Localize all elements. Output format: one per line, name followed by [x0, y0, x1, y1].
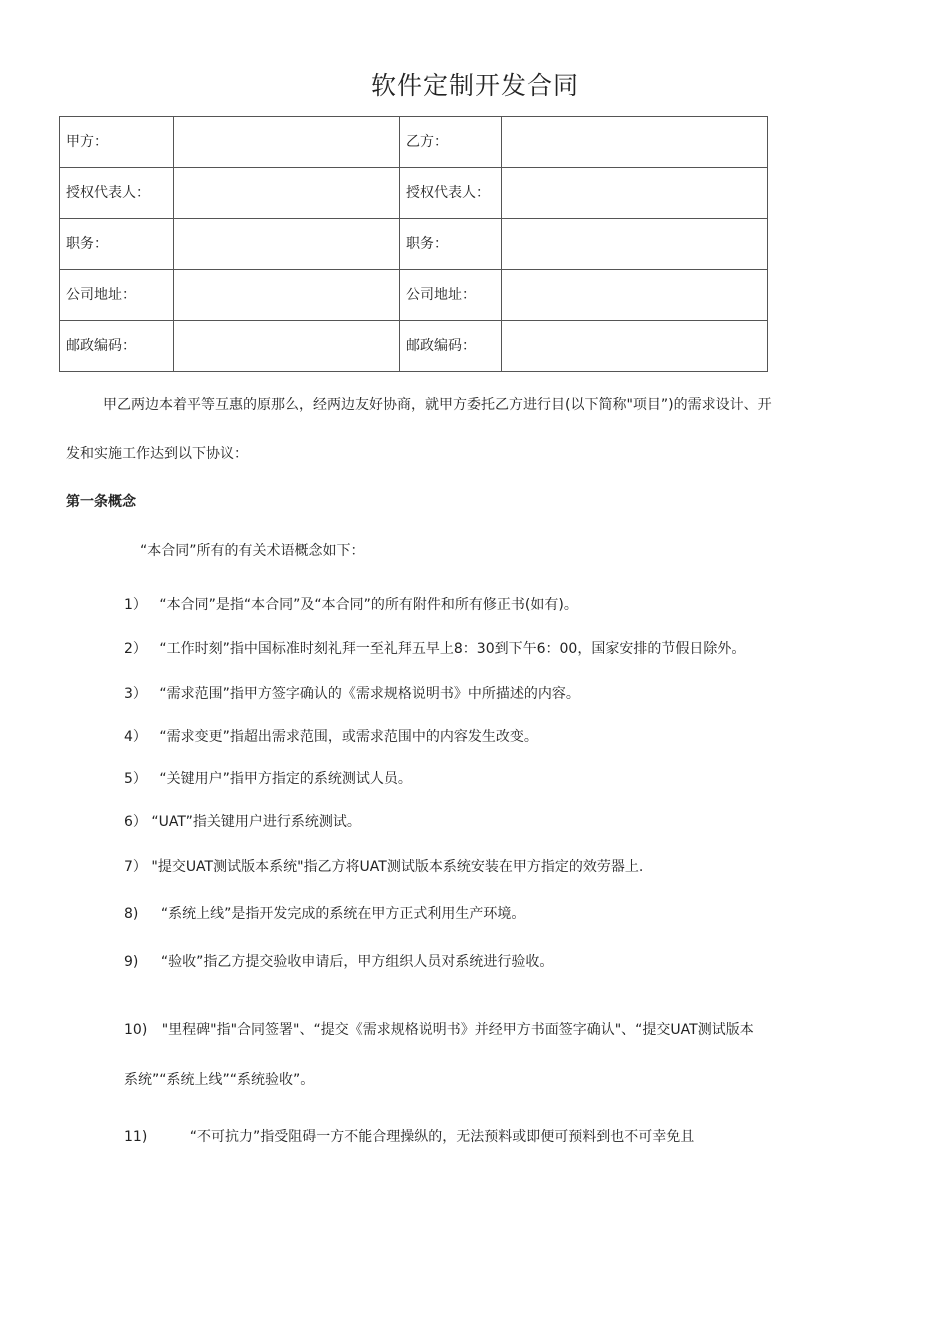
section-lead: “本合同”所有的有关术语概念如下：	[140, 543, 365, 559]
item-number: 4）	[124, 729, 147, 745]
party-info-table	[59, 116, 768, 372]
item-text: "里程碑"指"合同签署"、“提交《需求规格说明书》并经甲方书面签字确认"、“提交UAT测试版本	[161, 1022, 754, 1038]
item-text: “本合同”是指“本合同”及“本合同”的所有附件和所有修正书(如有)。	[159, 597, 578, 613]
item-text: “需求变更”指超出需求范围，或需求范围中的内容发生改变。	[159, 729, 538, 745]
item-text: “关键用户”指甲方指定的系统测试人员。	[159, 771, 412, 787]
item-text: “系统上线”是指开发完成的系统在甲方正式利用生产环境。	[160, 906, 526, 922]
list-item	[124, 726, 538, 746]
party-a-position-value-cell[interactable]	[174, 219, 400, 270]
item-text: "提交UAT测试版本系统"指乙方将UAT测试版本系统安装在甲方指定的效劳器上.	[151, 859, 644, 875]
list-item-continuation: 系统”“系统上线”“系统验收”。	[124, 1072, 315, 1088]
party-a-rep-value-cell[interactable]	[174, 168, 400, 219]
item-number: 5）	[124, 771, 147, 787]
party-b-value-cell[interactable]	[502, 117, 768, 168]
party-b-rep-label: 授权代表人：	[400, 168, 502, 219]
party-a-postcode-value-cell[interactable]	[174, 321, 400, 372]
item-number: 6）	[124, 814, 147, 830]
party-b-postcode-value-cell[interactable]	[502, 321, 768, 372]
party-a-position-label: 职务：	[60, 219, 174, 270]
item-number: 7）	[124, 859, 147, 875]
party-b-position-value-cell[interactable]	[502, 219, 768, 270]
section-heading: 第一条概念	[66, 494, 136, 510]
party-a-postcode-label: 邮政编码：	[60, 321, 174, 372]
party-b-rep-value-cell[interactable]	[502, 168, 768, 219]
party-a-label: 甲方：	[60, 117, 174, 168]
table-row	[60, 168, 768, 219]
party-a-address-value-cell[interactable]	[174, 270, 400, 321]
intro-line-1: 甲乙两边本着平等互惠的原那么，经两边友好协商，就甲方委托乙方进行目(以下简称"项目”)的需求设计、开	[103, 397, 772, 413]
intro-line-2: 发和实施工作达到以下协议：	[66, 446, 248, 462]
list-item	[124, 951, 553, 971]
list-item	[124, 811, 361, 831]
item-number: 9)	[124, 954, 139, 970]
party-b-label: 乙方：	[400, 117, 502, 168]
item-text: “验收”指乙方提交验收申请后，甲方组织人员对系统进行验收。	[160, 954, 554, 970]
list-item	[124, 638, 745, 658]
item-number: 11)	[124, 1129, 148, 1145]
party-b-address-label: 公司地址：	[400, 270, 502, 321]
document-title: 软件定制开发合同	[370, 71, 579, 100]
item-number: 3）	[124, 686, 147, 702]
table-row	[60, 270, 768, 321]
item-text: “需求范围”指甲方签字确认的《需求规格说明书》中所描述的内容。	[159, 686, 580, 702]
table-row	[60, 219, 768, 270]
table-row	[60, 321, 768, 372]
item-text: “不可抗力”指受阻碍一方不能合理操纵的，无法预料或即便可预料到也不可幸免且	[189, 1129, 695, 1145]
item-number: 10)	[124, 1022, 148, 1038]
party-b-position-label: 职务：	[400, 219, 502, 270]
list-item	[124, 1126, 694, 1146]
list-item	[124, 1019, 754, 1039]
table-row	[60, 117, 768, 168]
list-item	[124, 903, 525, 923]
party-a-value-cell[interactable]	[174, 117, 400, 168]
list-item	[124, 683, 580, 703]
list-item	[124, 768, 412, 788]
list-item	[124, 594, 578, 614]
list-item	[124, 856, 643, 876]
party-b-postcode-label: 邮政编码：	[400, 321, 502, 372]
item-text: “工作时刻”指中国标准时刻礼拜一至礼拜五早上8：30到下午6：00，国家安排的节假日除外。	[159, 641, 746, 657]
party-b-address-value-cell[interactable]	[502, 270, 768, 321]
party-a-address-label: 公司地址：	[60, 270, 174, 321]
item-number: 1）	[124, 597, 147, 613]
item-text: “UAT”指关键用户进行系统测试。	[151, 814, 361, 830]
item-number: 2）	[124, 641, 147, 657]
party-a-rep-label: 授权代表人：	[60, 168, 174, 219]
item-number: 8)	[124, 906, 139, 922]
